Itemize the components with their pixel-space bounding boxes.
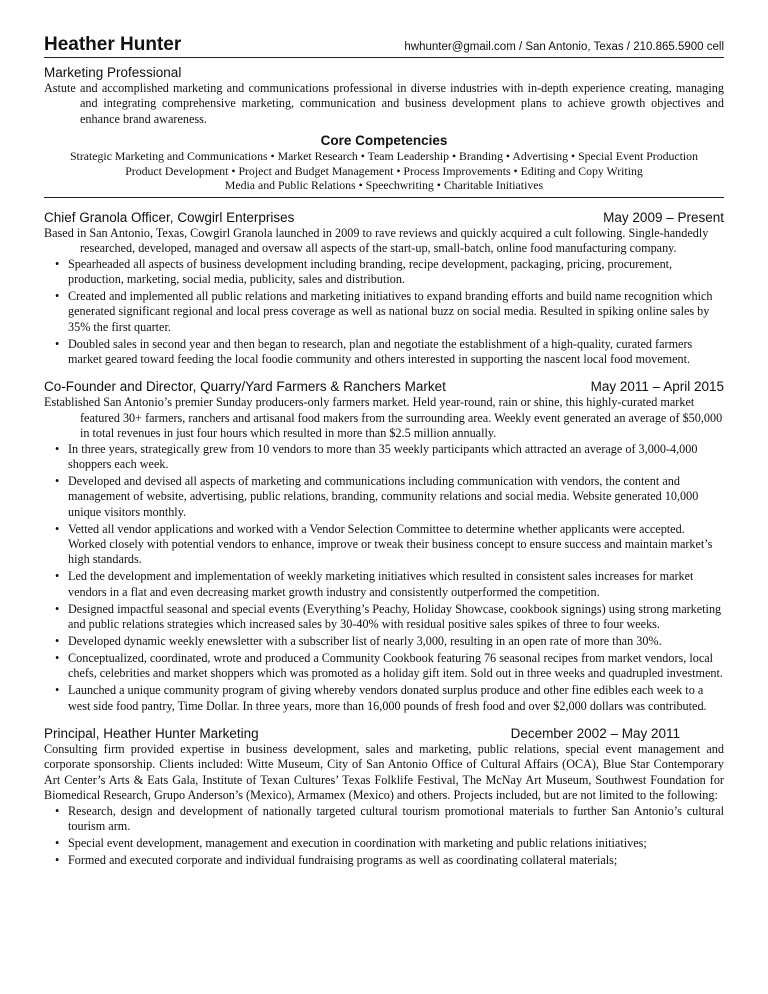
job-title: Chief Granola Officer, Cowgirl Enterprises — [44, 209, 295, 225]
job-bullet: • Designed impactful seasonal and special events (Everything’s Peachy, Holiday Showcase, cookbook signings) using strong marketing and public relations strategies which increased sales by 30-40% with residual positive sales spikes of three to four weeks. — [55, 601, 722, 632]
bullet-icon: • — [55, 521, 60, 536]
job-bullet: • Doubled sales in second year and then began to research, plan and negotiate the establishment of a high-quality, curated farmers market geared toward feeding the local foodie community and others interested in supporting the nascent local food movement. — [55, 336, 693, 366]
job-bullet: • Developed and devised all aspects of marketing and communications including communication with vendors, the content and management of website, advertising, public relations, branding, community relations and social media. Website generated 10,000 unique visitors monthly. — [55, 473, 699, 519]
competencies-line: Product Development • Project and Budget Management • Process Improvements • Editing and Copy Writing — [125, 163, 643, 178]
bullet-icon: • — [55, 683, 60, 698]
job-bullet: • Formed and executed corporate and individual fundraising programs as well as coordinating collateral materials; — [55, 852, 618, 867]
job-entry — [44, 726, 724, 868]
job-heading — [44, 379, 724, 395]
bullet-icon: • — [55, 336, 60, 351]
competencies-line: Media and Public Relations • Speechwriting • Charitable Initiatives — [224, 178, 544, 193]
job-title: Co-Founder and Director, Quarry/Yard Farmers & Ranchers Market — [44, 379, 446, 395]
bullet-icon: • — [55, 569, 60, 584]
job-bullet: • Led the development and implementation of weekly marketing initiatives which resulted in consistent sales increases for market vendors in a flat and even decreasing market growth industry and consistently outperformed the competition. — [55, 569, 694, 599]
bullet-icon: • — [55, 633, 60, 648]
job-bullet: • Created and implemented all public relations and marketing initiatives to expand branding efforts and build name recognition which generated significant regional and local press coverage as well as national buzz on social media. Resulted in spiking online sales by 35% the first quarter. — [55, 288, 713, 334]
resume-header — [44, 34, 724, 58]
competencies-line: Strategic Marketing and Communications • Market Research • Team Leadership • Branding • Advertising • Special Event Production — [70, 149, 698, 164]
professional-summary: Astute and accomplished marketing and communications professional in diverse industries with in-depth experience creating, managing and integrating comprehensive marketing, communication and business development plans to achieve growth objectives and enhance brand awareness. — [44, 81, 724, 126]
bullet-icon: • — [55, 601, 60, 616]
bullet-icon: • — [55, 473, 60, 488]
job-heading — [44, 726, 724, 742]
job-bullet: • Launched a unique community program of giving whereby vendors donated surplus produce and other fine edibles each week to a west side food pantry, Time Dollar. In three years, more than 16,000 pounds of fresh food and over $2,000 dollars was contributed. — [55, 683, 707, 713]
job-bullet: • Research, design and development of nationally targeted cultural tourism promotional materials to further San Antonio’s cultural tourism arm. — [55, 803, 724, 834]
job-bullet: • Special event development, management and execution in coordination with marketing and public relations initiatives; — [55, 835, 647, 850]
job-entry — [44, 379, 724, 714]
job-bullet: • In three years, strategically grew from 10 vendors to more than 35 weekly participants which attracted an average of 3,000-4,000 shoppers each week. — [55, 441, 698, 471]
contact-info: hwhunter@gmail.com / San Antonio, Texas / 210.865.5900 cell — [404, 41, 724, 53]
job-description: Based in San Antonio, Texas, Cowgirl Granola launched in 2009 to rave reviews and quickly acquired a cult following. Single-handedly researched, developed, managed and oversaw all aspects of the start-up, small-batch, online food manufacturing company. — [44, 225, 709, 256]
job-bullet: • Spearheaded all aspects of business development including branding, recipe development, packaging, pricing, procurement, production, marketing, social media, publicity, sales and distribution. — [55, 256, 673, 286]
job-dates: May 2011 – April 2015 — [590, 379, 724, 395]
candidate-name: Heather Hunter — [44, 34, 182, 55]
job-description: Established San Antonio’s premier Sunday producers-only farmers market. Held year-round, rain or shine, this highly-curated market featured 30+ farmers, ranchers and artisanal food makers from the surrounding area. Weekly event generated an average of $50,000 in total revenues in just four hours which resulted in more than $2.5 million annually. — [44, 395, 723, 441]
bullet-icon: • — [55, 441, 60, 456]
job-description: Consulting firm provided expertise in business development, sales and marketing, public relations, special event management and corporate sponsorship. Clients included: Witte Museum, City of San Antonio Office of Cultural Affairs (OCA), Blue Star Contemporary Art Center’s Arts & Eats Gala, Institute of Texan Cultures’ Texas Folklife Festival, The McNay Art Museum, Southwest Foundation for Biomedical Research, Grupo Anderson’s (Mexico), Armamex (Mexico) and others. Projects included, but are not limited to the following: — [44, 742, 724, 803]
bullet-icon: • — [55, 288, 60, 303]
professional-title: Marketing Professional — [44, 65, 182, 80]
job-bullet: • Conceptualized, coordinated, wrote and produced a Community Cookbook featuring 76 seasonal recipes from market vendors, local chefs, celebrities and market shoppers which was promoted as a holiday gift item. Sold out in three weeks and quadrupled investment. — [55, 650, 723, 681]
job-dates: May 2009 – Present — [603, 209, 724, 225]
bullet-icon: • — [55, 803, 60, 818]
competencies-title: Core Competencies — [320, 133, 448, 149]
bullet-icon: • — [55, 650, 60, 665]
bullet-icon: • — [55, 256, 60, 271]
bullet-icon: • — [55, 852, 60, 867]
job-heading — [44, 210, 724, 226]
section-divider — [44, 197, 724, 198]
job-bullet: • Vetted all vendor applications and worked with a Vendor Selection Committee to determine whether applicants were accepted. Worked closely with potential vendors to enhance, improve or tweak their business concept to ensure success and maintain market’s high standards. — [55, 521, 713, 567]
job-title: Principal, Heather Hunter Marketing — [44, 726, 259, 741]
job-entry — [44, 210, 724, 368]
job-dates: December 2002 – May 2011 — [510, 726, 680, 741]
bullet-icon: • — [55, 835, 60, 850]
job-bullet: • Developed dynamic weekly enewsletter with a subscriber list of nearly 3,000, resulting in an open rate of more than 30%. — [55, 633, 662, 648]
